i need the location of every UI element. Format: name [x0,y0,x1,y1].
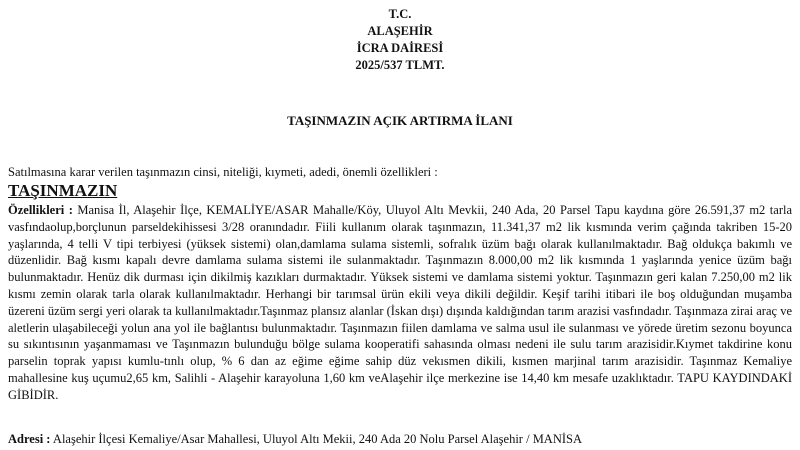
header-line-case-number: 2025/537 TLMT. [355,58,445,72]
address-label: Adresi : [8,432,51,446]
address-text: Alaşehir İlçesi Kemaliye/Asar Mahallesi, Uluyol Altı Mekii, 240 Ada 20 Nolu Parsel Alaşehir / MANİSA [52,432,583,446]
header-line-tc: T.C. [388,7,412,21]
properties-paragraph [8,202,792,404]
header-line-city: ALAŞEHİR [367,24,433,38]
section-heading: TAŞINMAZIN [8,181,118,200]
notice-title: TAŞINMAZIN AÇIK ARTIRMA İLANI [287,113,513,128]
intro-text: Satılmasına karar verilen taşınmazın cinsi, niteliği, kıymeti, adedi, önemli özellikleri : [8,165,438,179]
properties-label: Özellikleri : [8,203,73,217]
address-line [8,431,792,448]
properties-text: Manisa İl, Alaşehir İlçe, KEMALİYE/ASAR Mahalle/Köy, Uluyol Altı Mevkii, 240 Ada, 20 Parsel Tapu kaydına göre 26.591,37 m2 tarla vasfındaolup,borçlunun parseldekihissesi 3/28 oranındadır. Fiili kullanım olarak taşınmazın, 11.341,37 m2 lik kısmında verim çağında takriben 15-20 yaşlarında, 4 telli V tipi terbiyesi (yüksek sistemi) olan,damlama sulama sistemli, sofralık üzüm bağı olarak kullanılmaktadır. Bağ oldukça bakımlı ve düzenlidir. Bağ kısmı kapalı devre damlama sulama sistemi ile sulanmaktadır. Taşınmazın 8.000,00 m2 lik kısmında 1 yaşlarında yenice üzüm bağı bulunmaktadır. Henüz dik durması için dikilmiş kazıkları durmaktadır. Yüksek sistemi ve damlama sistemi yoktur. Taşınmazın geri kalan 7.250,00 m2 lik kısmı zemin olarak tarla olarak kullanılmaktadır. Herhangi bir tarımsal ürün ekili veya dikili değildir. Keşif tarihi itibari ile boş olduğundan muşamba üzereni üzüm sergi yeri olarak ta kullanılmaktadır.Taşınmaz plansız alanlar (İskan dışı) dışında kaldığından tarım arazisi vasfındadır. Taşınmaza zirai araç ve aletlerin ulaşabileceği yolun ana yol ile bağlantısı bulunmaktadır. Taşınmazın fiilen damlama ve salma usul ile sulanması ve yörede üretim sezonu boyunca su sıkıntısının yaşanmaması ve Taşınmazın bulunduğu bölge sulama kooperatifi sahasında olması nedeni ile sulu tarım arazisidir.Kıymet takdirine konu parselin toprak yapısı kumlu-tınlı olup, % 6 dan az eğime eğime sahip düz vekısmen dikili, kısmen marjinal tarım arazisidir. Taşınmaz Kemaliye mahallesine kuş uçumu2,65 km, Salihli - Alaşehir karayoluna 1,60 km veAlaşehir ilçe merkezine ise 14,40 km mesafe uzaklıktadır. TAPU KAYDINDAKİ GİBİDİR. [8,203,792,402]
header-line-office: İCRA DAİRESİ [356,41,444,55]
document-header [0,6,800,74]
